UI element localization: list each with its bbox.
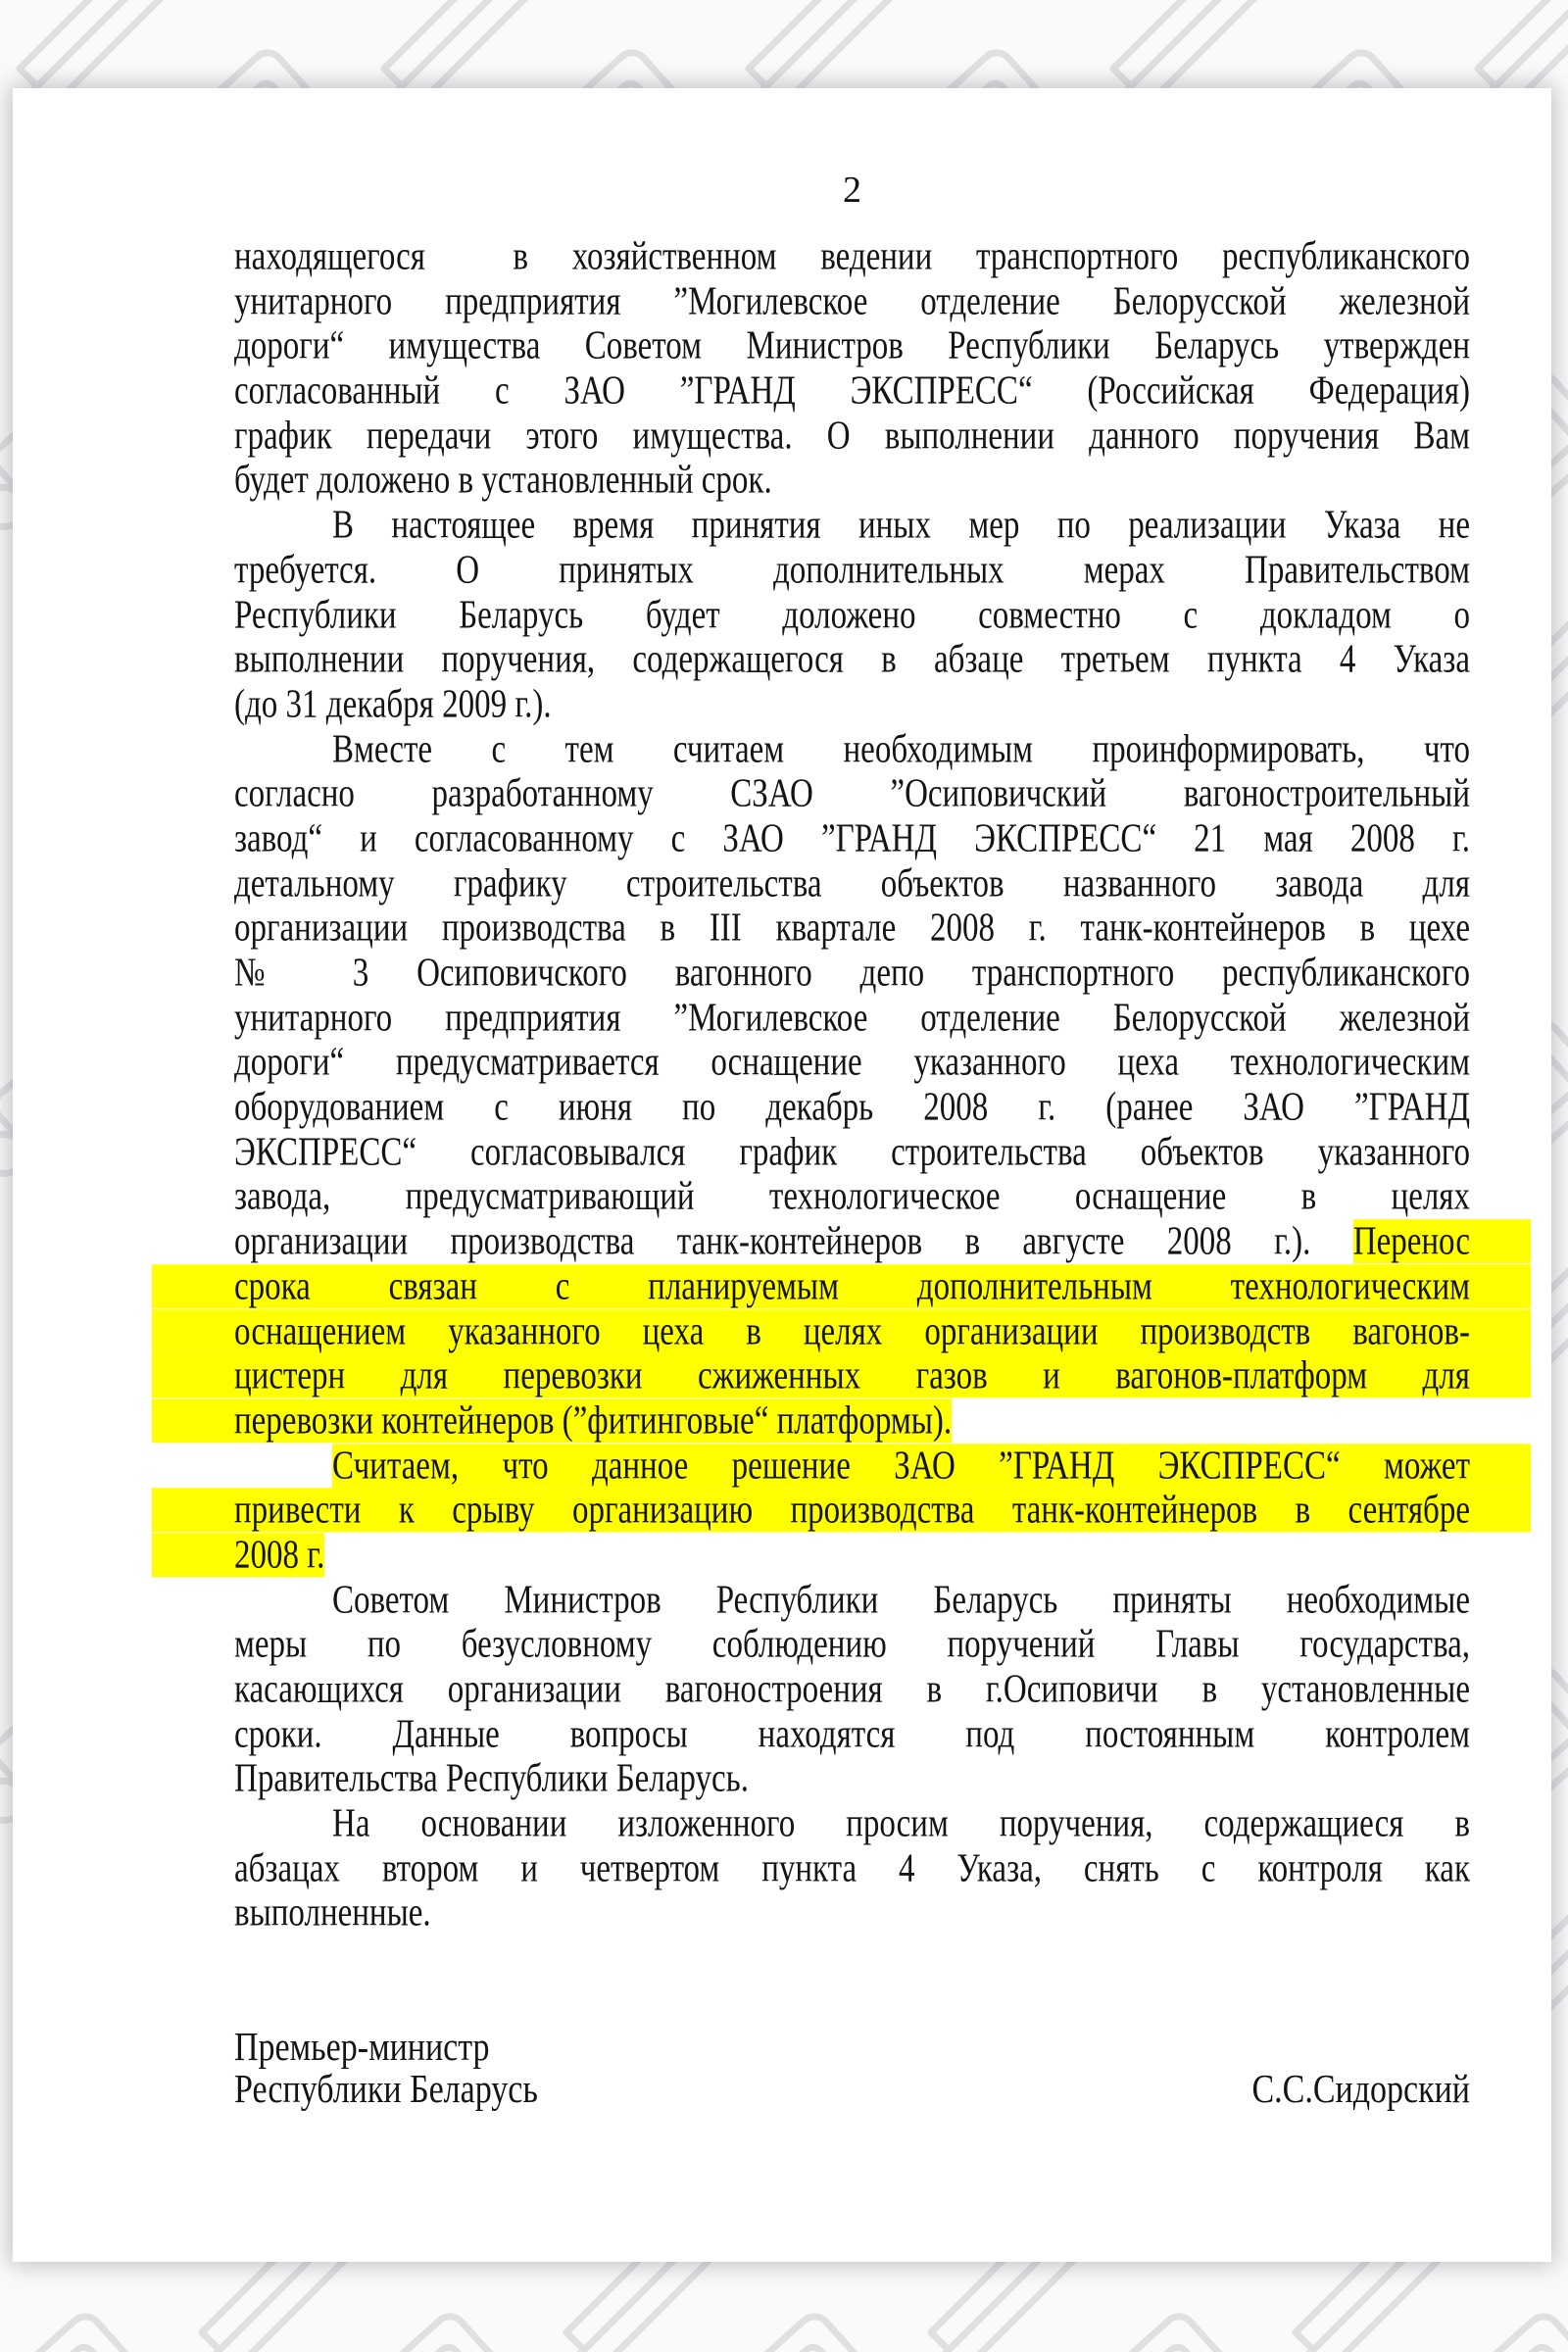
highlighted-text: перевозки контейнеров (”фитинговые“ платформы). (152, 1398, 952, 1443)
text-line (234, 1886, 1470, 1942)
highlighted-text: срока связан с планируемым дополнительным технологическим (152, 1264, 1531, 1308)
page-number: 2 (843, 170, 861, 211)
line-text: организации производства танк-контейнеров в августе 2008 г.). (234, 1219, 1353, 1264)
line-text: касающихся организации вагоностроения в г.Осиповичи в установленные (234, 1667, 1470, 1712)
line-text: сроки. Данные вопросы находятся под постоянным контролем (234, 1711, 1470, 1756)
line-text: находящегося в хозяйственном ведении транспортного республиканского (234, 234, 1470, 279)
line-text: выполненные. (234, 1890, 431, 1936)
line-text: организации производства в III квартале 2008 г. танк-контейнеров в цехе (234, 906, 1470, 951)
highlighted-text: оснащением указанного цеха в целях организации производств вагонов- (152, 1309, 1531, 1353)
line-text: № 3 Осиповичского вагонного депо транспортного республиканского (234, 951, 1470, 996)
highlighted-text: Считаем, что данное решение ЗАО ”ГРАНД ЭКСПРЕСС“ может (332, 1444, 1531, 1488)
line-text: дороги“ предусматривается оснащение указанного цеха технологическим (234, 1040, 1470, 1085)
line-text: согласно разработанному СЗАО ”Осиповичский вагоностроительный (234, 771, 1470, 816)
line-text: ЭКСПРЕСС“ согласовывался график строительства объектов указанного (234, 1130, 1470, 1175)
line-text: график передачи этого имущества. О выполнении данного поручения Вам (234, 414, 1470, 459)
document-page (13, 88, 1551, 2262)
line-text: согласованный с ЗАО ”ГРАНД ЭКСПРЕСС“ (Российская Федерация) (234, 368, 1470, 414)
signature-role-line1: Премьер-министр (234, 2026, 490, 2070)
line-text: Правительства Республики Беларусь. (234, 1756, 749, 1801)
line-text: меры по безусловному соблюдению поручений Главы государства, (234, 1622, 1470, 1667)
line-text: унитарного предприятия ”Могилевское отделение Белорусской железной (234, 278, 1470, 323)
line-text: оборудованием с июня по декабрь 2008 г. (ранее ЗАО ”ГРАНД (234, 1085, 1470, 1130)
paragraph (234, 1802, 1470, 1936)
line-text: детальному графику строительства объектов названного завода для (234, 860, 1470, 906)
line-text: абзацах втором и четвертом пункта 4 Указа, снять с контроля как (234, 1846, 1470, 1891)
paragraph (234, 728, 1470, 1445)
line-text: завод“ и согласованному с ЗАО ”ГРАНД ЭКСПРЕСС“ 21 мая 2008 г. (234, 816, 1470, 861)
line-text: выполнении поручения, содержащегося в абзаце третьем пункта 4 Указа (234, 637, 1470, 682)
paragraph (234, 1445, 1470, 1579)
line-text: Советом Министров Республики Беларусь приняты необходимые (332, 1577, 1470, 1622)
signature-block (234, 2027, 1470, 2111)
signature-role-line2: Республики Беларусь (234, 2068, 538, 2112)
signature-name: С.С.Сидорский (1251, 2068, 1470, 2112)
line-text: (до 31 декабря 2009 г.). (234, 682, 552, 727)
line-text: дороги“ имущества Советом Министров Республики Беларусь утвержден (234, 323, 1470, 368)
paragraph (234, 504, 1470, 727)
paragraph (234, 235, 1470, 504)
paragraph (234, 1579, 1470, 1802)
line-text: В настоящее время принятия иных мер по реализации Указа не (332, 503, 1470, 548)
line-text: унитарного предприятия ”Могилевское отделение Белорусской железной (234, 995, 1470, 1040)
line-text: требуется. О принятых дополнительных мерах Правительством (234, 548, 1470, 593)
highlighted-text: 2008 г. (152, 1533, 324, 1577)
line-text: Вместе с тем считаем необходимым проинформировать, что (332, 726, 1470, 771)
text-block (234, 235, 1470, 1936)
highlighted-text: привести к срыву организацию производства танк-контейнеров в сентябре (152, 1489, 1531, 1533)
line-text: завода, предусматривающий технологическое оснащение в целях (234, 1174, 1470, 1219)
line-text: Республики Беларусь будет доложено совместно с докладом о (234, 592, 1470, 637)
line-text: На основании изложенного просим поручения, содержащиеся в (332, 1801, 1470, 1846)
line-text: будет доложено в установленный срок. (234, 458, 772, 503)
highlighted-text: цистерн для перевозки сжиженных газов и вагонов-платформ для (152, 1353, 1531, 1397)
highlighted-text: Перенос (1353, 1219, 1531, 1263)
